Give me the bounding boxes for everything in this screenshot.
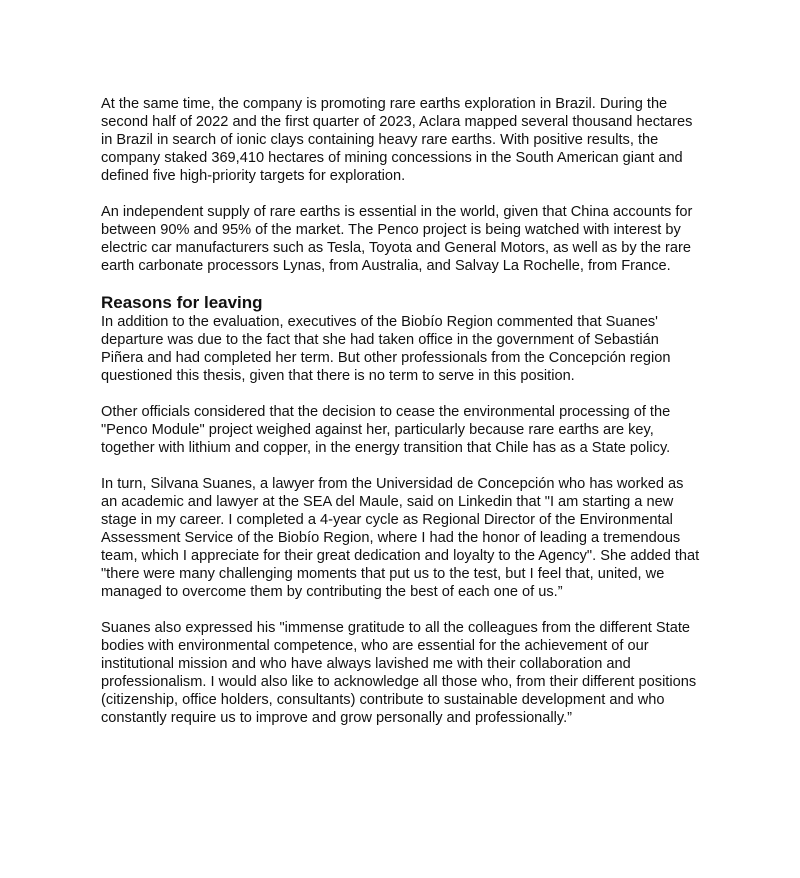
paragraph-suanes-gratitude: Suanes also expressed his "immense gratitude to all the colleagues from the different State bodies with environmental competence, who are essential for the achievement of our institutional mission and who have always lavished me with their collaboration and professionalism. I would also like to acknowledge all those who, from their different positions (citizenship, office holders, consultants) contribute to sustainable development and who constantly require us to improve and grow personally and professionally.” [101,620,697,726]
paragraph-brazil-exploration: At the same time, the company is promoting rare earths exploration in Brazil. During the second half of 2022 and the first quarter of 2023, Aclara mapped several thousand hectares in Brazil in search of ionic clays containing heavy rare earths. With positive results, the company staked 369,410 hectares of mining concessions in the South American giant and defined five high-priority targets for exploration. [101,96,693,184]
section-heading: Reasons for leaving [101,293,263,312]
paragraph-departure-reason: In addition to the evaluation, executives of the Biobío Region commented that Suanes' departure was due to the fact that she had taken office in the government of Sebastián Piñera and had completed her term. But other professionals from the Concepción region questioned this thesis, given that there is no term to serve in this position. [101,314,671,384]
document-page [101,95,703,745]
paragraph-suanes-statement: In turn, Silvana Suanes, a lawyer from the Universidad de Concepción who has worked as an academic and lawyer at the SEA del Maule, said on Linkedin that "I am starting a new stage in my career. I completed a 4-year cycle as Regional Director of the Environmental Assessment Service of the Biobío Region, where I had the honor of leading a tremendous team, which I appreciate for their great dedication and loyalty to the Agency". She added that "there were many challenging moments that put us to the test, but I feel that, united, we managed to overcome them by contributing the best of each one of us.” [101,476,700,600]
paragraph-other-officials: Other officials considered that the decision to cease the environmental processing of the "Penco Module" project weighed against her, particularly because rare earths are key, together with lithium and copper, in the energy transition that Chile has as a State policy. [101,404,671,456]
paragraph-rare-earth-supply: An independent supply of rare earths is essential in the world, given that China accounts for between 90% and 95% of the market. The Penco project is being watched with interest by electric car manufacturers such as Tesla, Toyota and General Motors, as well as by the rare earth carbonate processors Lynas, from Australia, and Salvay La Rochelle, from France. [101,204,693,274]
